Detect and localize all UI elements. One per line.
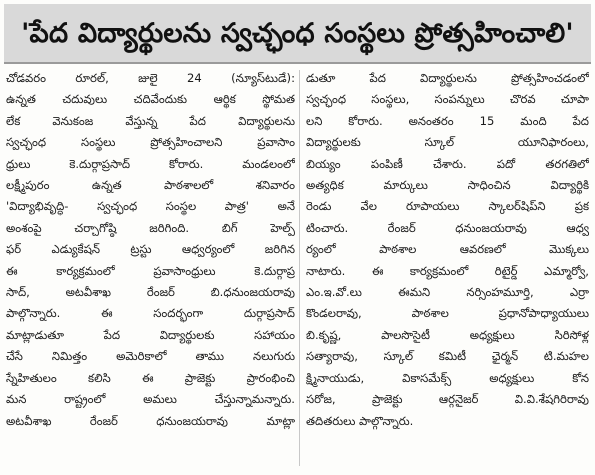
body-line: పాల్గొన్నారు. ఈ సందర్భంగా దుర్గాప్రసాద్ — [6, 306, 295, 321]
body-line: సత్యారావు, స్కూల్ కమిటీ ఛైర్మన్ టి.మహల — [306, 349, 589, 364]
body-line: ఎం.ఇ.వో.లు ఈమని నర్సింహమూర్తి, ఎర్రా — [306, 285, 589, 300]
body-line: క్ష్మినాయుడు, వికాసమేక్స్ అధ్యక్షులు కోన — [306, 370, 589, 385]
body-line: బి.కృష్ణ, పాలసొసైటీ అధ్యక్షులు సిరిసోళ్ల — [306, 327, 589, 342]
body-line: విద్యార్థులకు స్కూల్ యూనిఫారంలు, — [306, 135, 589, 150]
body-line: ర్యంలో పాఠశాల ఆవరణలో మొక్కలు — [306, 242, 589, 257]
body-line: స్వచ్ఛంధ సంస్థలు, సంపన్నులు చొరవ చూపా — [306, 92, 589, 107]
article-column-left — [6, 68, 295, 468]
body-line: స్వచ్ఛంధ సంస్థలు ప్రోత్సహించాలని ప్రవాసాం — [6, 135, 295, 150]
body-line: నాటారు. ఈ కార్యక్రమంలో రిటైర్డ్ ఎమ్మార్వో, — [306, 263, 589, 278]
body-line: ఈ కార్యక్రమంలో ప్రవాసాంధ్రులు కె.దుర్గాప్ర — [6, 263, 295, 278]
body-line: సాద్, అటవీశాఖ రేంజర్ బి.ధనుంజయరావు — [6, 285, 295, 300]
body-line: చేసే నిమిత్తం అమెరికాలో తాము నలుగురు — [6, 349, 295, 364]
body-line: డుతూ పేద విద్యార్థులను ప్రోత్సహించడంలో — [306, 71, 589, 85]
body-line: స్నేహితులం కలిసి ఈ ప్రాజెక్టు ప్రారంభించి — [6, 370, 295, 385]
body-line: కొండలరావు, పాఠశాల ప్రధానోపాధ్యాయులు — [306, 306, 589, 321]
body-line: అంశంపై చర్చాగోష్ఠి జరిగింది. బిగ్ హెల్ప్ — [6, 220, 295, 235]
body-line: మాట్లాడుతూ పేద విద్యార్థులకు సహాయం — [6, 327, 295, 342]
body-line: బియ్యం పంపిణీ చేశారు. పదో తరగతిలో — [306, 156, 589, 171]
body-line: లక్ష్మీపురం ఉన్నత పాఠశాలలో శనివారం — [6, 178, 295, 193]
body-line: మన రాష్ట్రంలో అమలు చేస్తున్నామన్నారు. — [6, 392, 295, 407]
column-divider — [299, 70, 300, 466]
body-line: ఉన్నత చదువులు చదివేందుకు ఆర్థిక స్థోమత — [6, 92, 295, 107]
body-line: లేక వెనుకంజ వేస్తున్న పేద విద్యార్థులను — [6, 113, 295, 128]
body-line: లని కోరారు. అనంతరం 15 మంది పేద — [306, 113, 589, 128]
headline-band — [4, 4, 591, 64]
article-column-right — [306, 68, 589, 468]
body-line: టించారు. రేంజర్ ధనుంజయరావు ఆధ్వ — [306, 220, 589, 235]
body-line: 'విద్యాభివృద్ధి- స్వచ్ఛంధ సంస్థల పాత్ర' అనే — [6, 199, 295, 214]
body-line: సరోజ, ప్రాజెక్టు ఆర్గనైజర్ వి.వి.శేషగిరిరావు — [306, 392, 589, 407]
body-line: ధ్రులు కె.దుర్గాప్రసాద్ కోరారు. మండలంలో — [6, 156, 295, 171]
body-line: ఫర్ ఎడ్యుకేషన్ ట్రస్టు ఆధ్వర్యంలో జరిగిన — [6, 242, 295, 257]
body-line: రెండు వేల రూపాయలు స్కాలర్‌షిప్‌ని ప్రక — [306, 199, 589, 214]
headline: 'పేద విద్యార్థులను స్వచ్ఛంధ సంస్థలు ప్రోత్సహించాలి' — [21, 17, 574, 49]
body-line: తదితరులు పాల్గొన్నారు. — [306, 413, 414, 428]
body-line: అత్యధిక మార్కులు సాధించిన విద్యార్థికి — [306, 178, 589, 193]
body-line: అటవీశాఖ రేంజర్ ధనుంజయరావు మాట్లా — [6, 413, 295, 428]
dateline: చోడవరం రూరల్, జులై 24 (న్యూస్‌టుడే): — [6, 71, 295, 85]
